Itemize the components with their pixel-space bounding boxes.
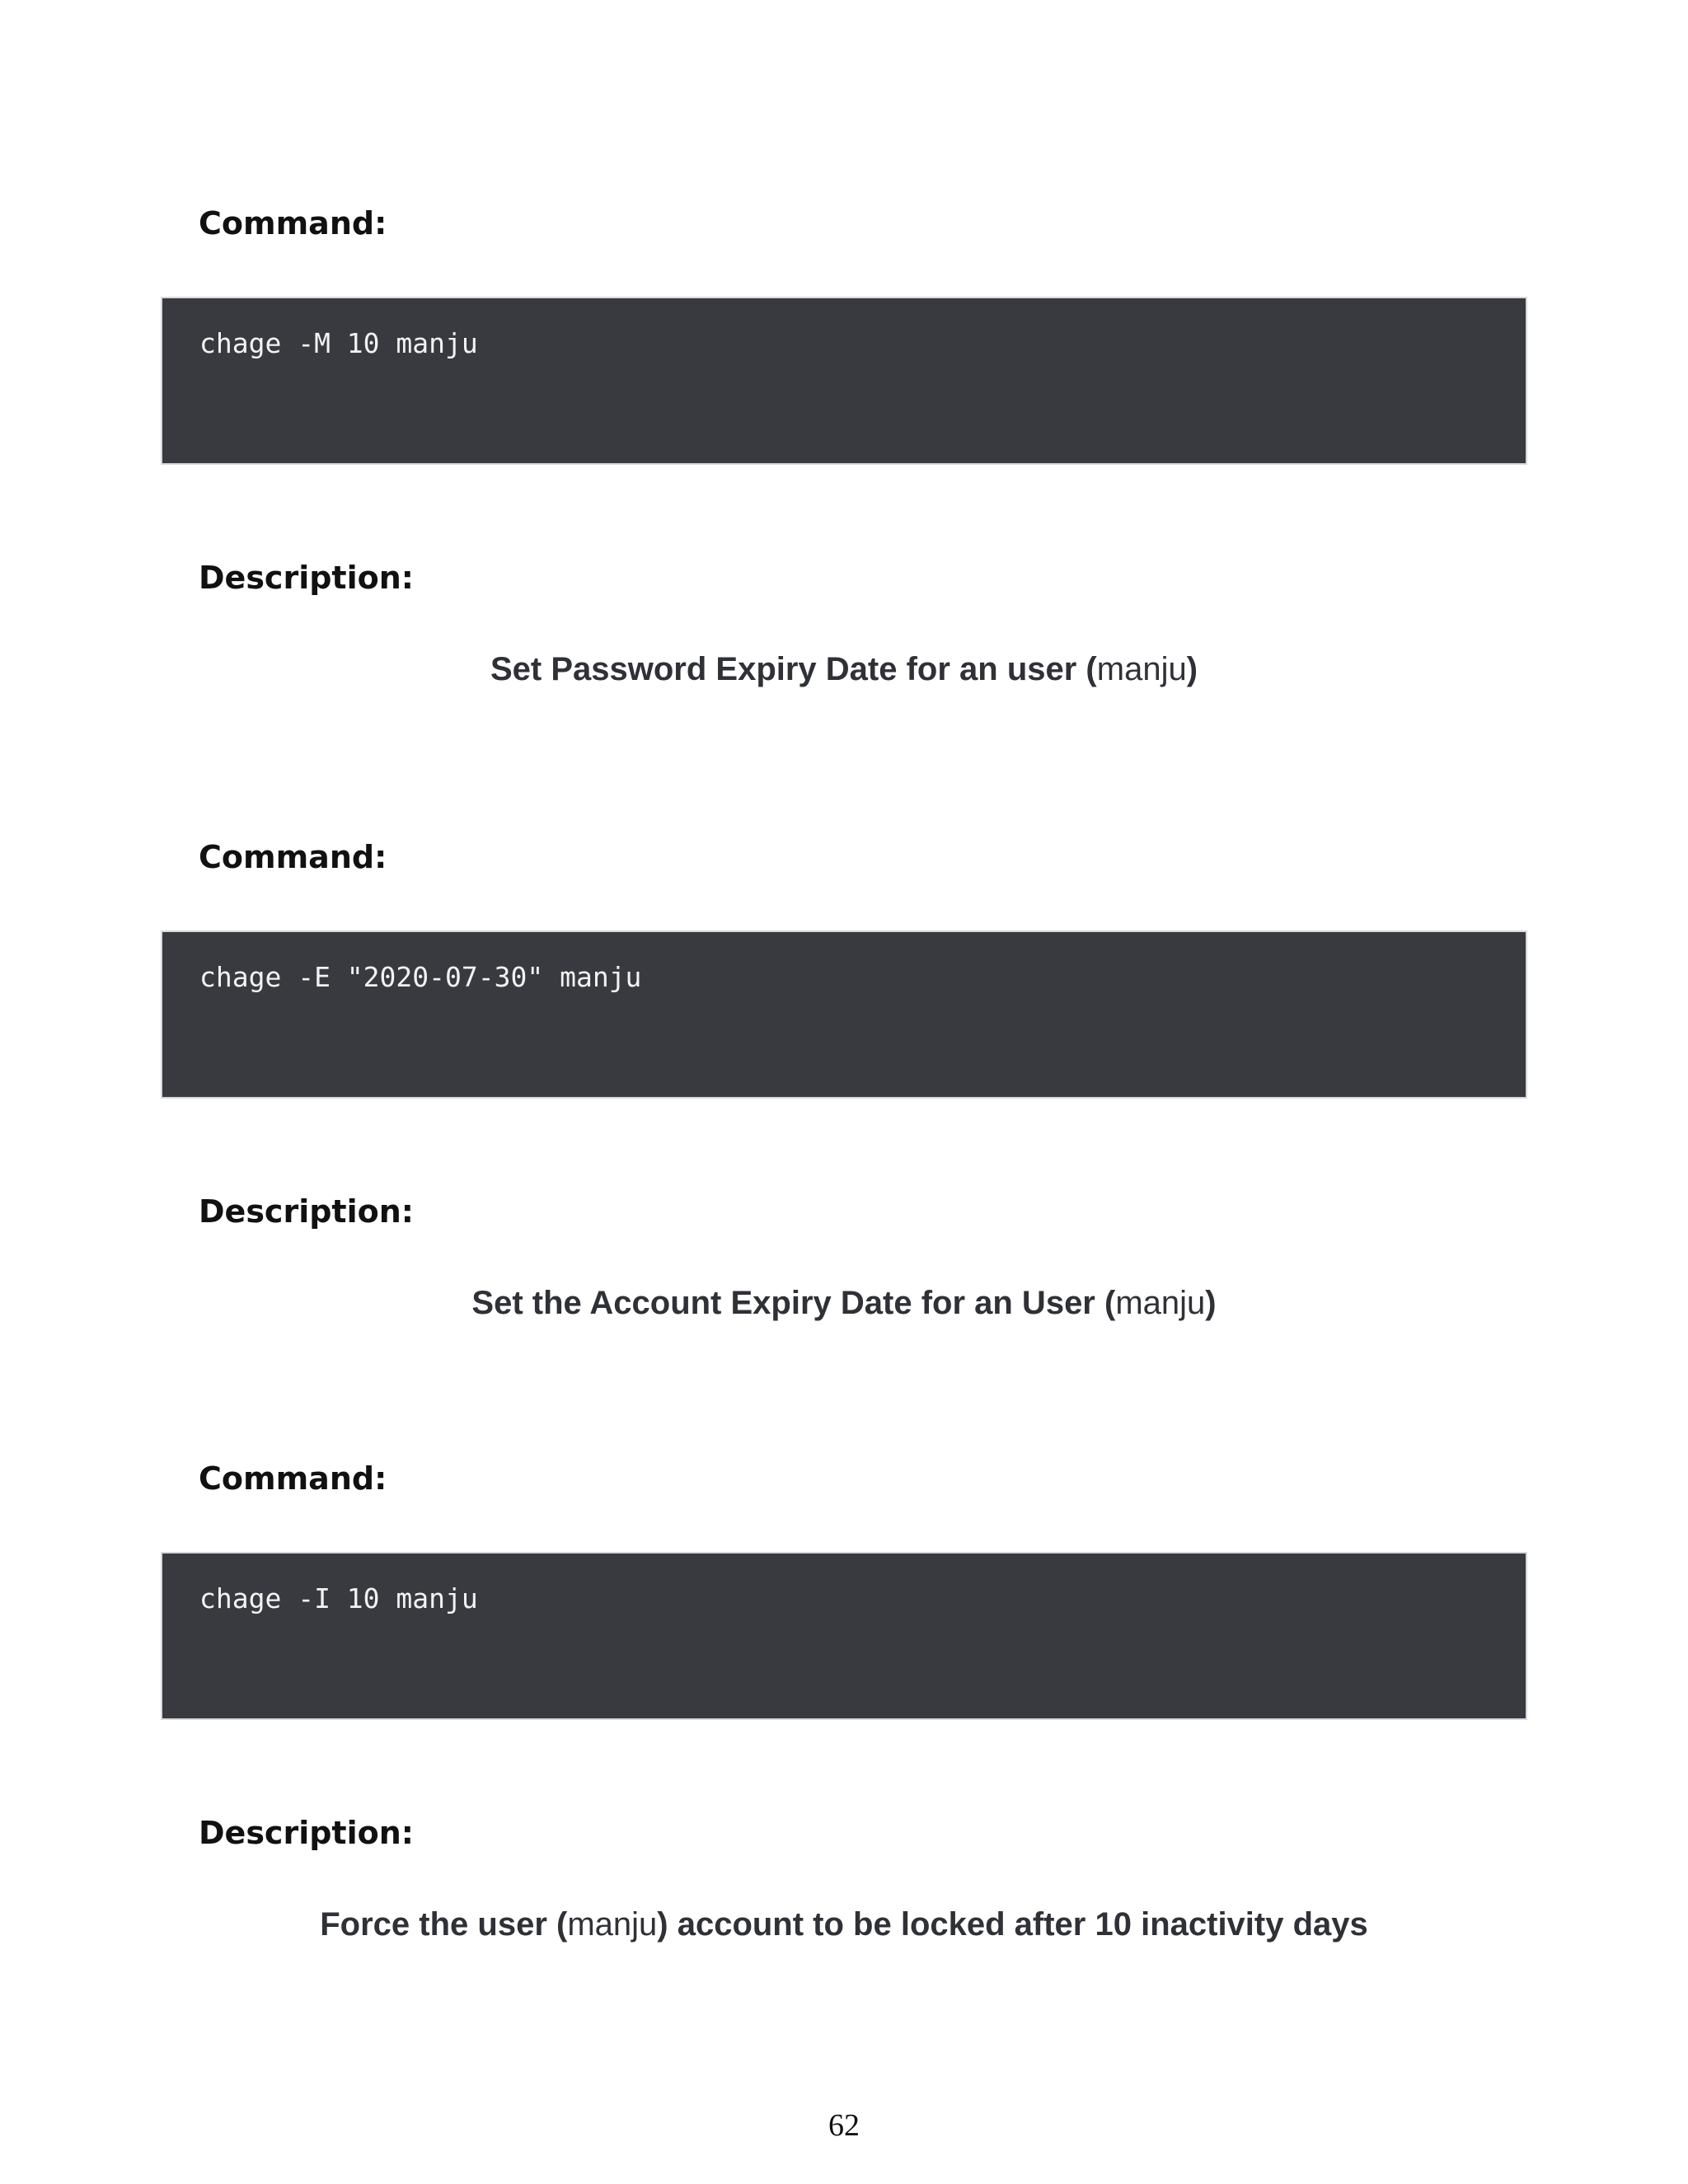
description-text: [0, 653, 1688, 686]
command-heading: Command:: [199, 839, 387, 875]
code-block[interactable]: [161, 297, 1527, 465]
command-heading: Command:: [199, 205, 387, 241]
description-part: ) account to be locked after 10 inactivity days: [657, 1906, 1368, 1943]
description-heading: Description:: [199, 1193, 414, 1230]
description-part: Set Password Expiry Date for an user (: [490, 651, 1097, 687]
command-text: chage -M 10 manju: [199, 327, 478, 359]
description-heading: Description:: [199, 1815, 414, 1851]
description-user: manju: [1115, 1285, 1206, 1321]
description-part: ): [1186, 651, 1198, 687]
description-part: ): [1205, 1285, 1217, 1321]
command-heading: Command:: [199, 1460, 387, 1497]
command-text: chage -I 10 manju: [199, 1582, 478, 1615]
description-user: manju: [1096, 651, 1187, 687]
description-part: Force the user (: [320, 1906, 568, 1943]
description-heading: Description:: [199, 560, 414, 596]
command-text: chage -E "2020-07-30" manju: [199, 961, 642, 993]
description-text: [0, 1286, 1688, 1319]
description-text: [0, 1908, 1688, 1941]
code-block[interactable]: [161, 930, 1527, 1099]
page-number: 62: [828, 2108, 860, 2143]
description-user: manju: [567, 1906, 658, 1943]
description-part: Set the Account Expiry Date for an User (: [471, 1285, 1116, 1321]
code-block[interactable]: [161, 1552, 1527, 1720]
